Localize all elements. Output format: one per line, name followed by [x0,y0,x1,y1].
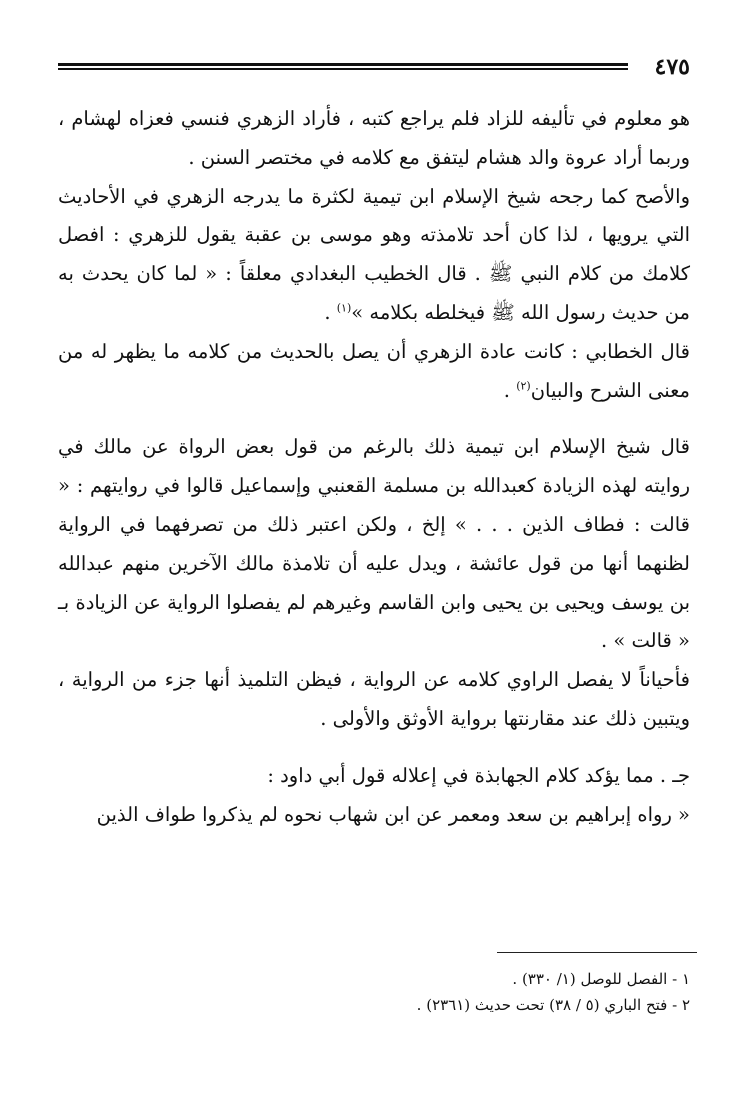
header-rule [58,63,628,70]
paragraph: « رواه إبراهيم بن سعد ومعمر عن ابن شهاب نحوه لم يذكروا طواف الذين [96,802,690,826]
footnote: ١ - الفصل للوصل (١/ ٣٣٠) . [512,970,690,988]
paragraph: والأصح كما رجحه شيخ الإسلام ابن تيمية لكثرة ما يدرجه الزهري في الأحاديث التي يرويها ، لذا كان أحد تلامذته وهو موسى بن عقبة يقول للزهري : افصل كلامك من كلام النبي ﷺ . قال الخطيب البغدادي معلقاً : « لما كان يحدث به من حديث رسول الله ﷺ فيخلطه بكلامه »$^{(١)}$ . [58,184,690,324]
body-text [58,100,690,834]
footnote-ref: (٢) [516,379,531,393]
footnote: ٢ - فتح الباري (٥ / ٣٨) تحت حديث (٢٣٦١) . [416,996,690,1014]
footnote-rule [497,952,697,953]
paragraph: هو معلوم في تأليفه للزاد فلم يراجع كتبه ، فأراد الزهري فنسي فعزاه لهشام ، وربما أراد عروة والد هشام ليتفق مع كلامه في مختصر السنن . [58,107,690,169]
footnote-ref: (١) [336,301,352,315]
paragraph: فأحياناً لا يفصل الراوي كلامه عن الرواية ، فيظن التلميذ أنها جزء من الرواية ، ويتبين ذلك عند مقارنتها برواية الأوثق والأولى . [58,668,690,730]
paragraph: قال شيخ الإسلام ابن تيمية ذلك بالرغم من قول بعض الرواة عن مالك في روايته لهذه الزيادة كعبدالله بن مسلمة القعنبي وإسماعيل قالوا في روايتهم : « قالت : فطاف الذين . . . » إلخ ، ولكن اعتبر ذلك من تصرفهما في الرواية لظنهما أنها من قول عائشة ، ويدل عليه أن تلامذة مالك الآخرين منهم عبدالله بن يوسف ويحيى بن يحيى وابن القاسم وغيرهم لم يفصلوا الرواية عن الزيادة بـ « قالت » . [58,435,690,653]
page-number: ٤٧٥ [649,55,690,79]
paragraph: قال الخطابي : كانت عادة الزهري أن يصل بالحديث من كلامه ما يظهر له من معنى الشرح والبيان$^{(٢)}$ . [58,339,690,402]
page-header [58,55,690,79]
paragraph: جـ . مما يؤكد كلام الجهابذة في إعلاله قول أبي داود : [267,763,690,787]
footnotes [58,966,690,1018]
